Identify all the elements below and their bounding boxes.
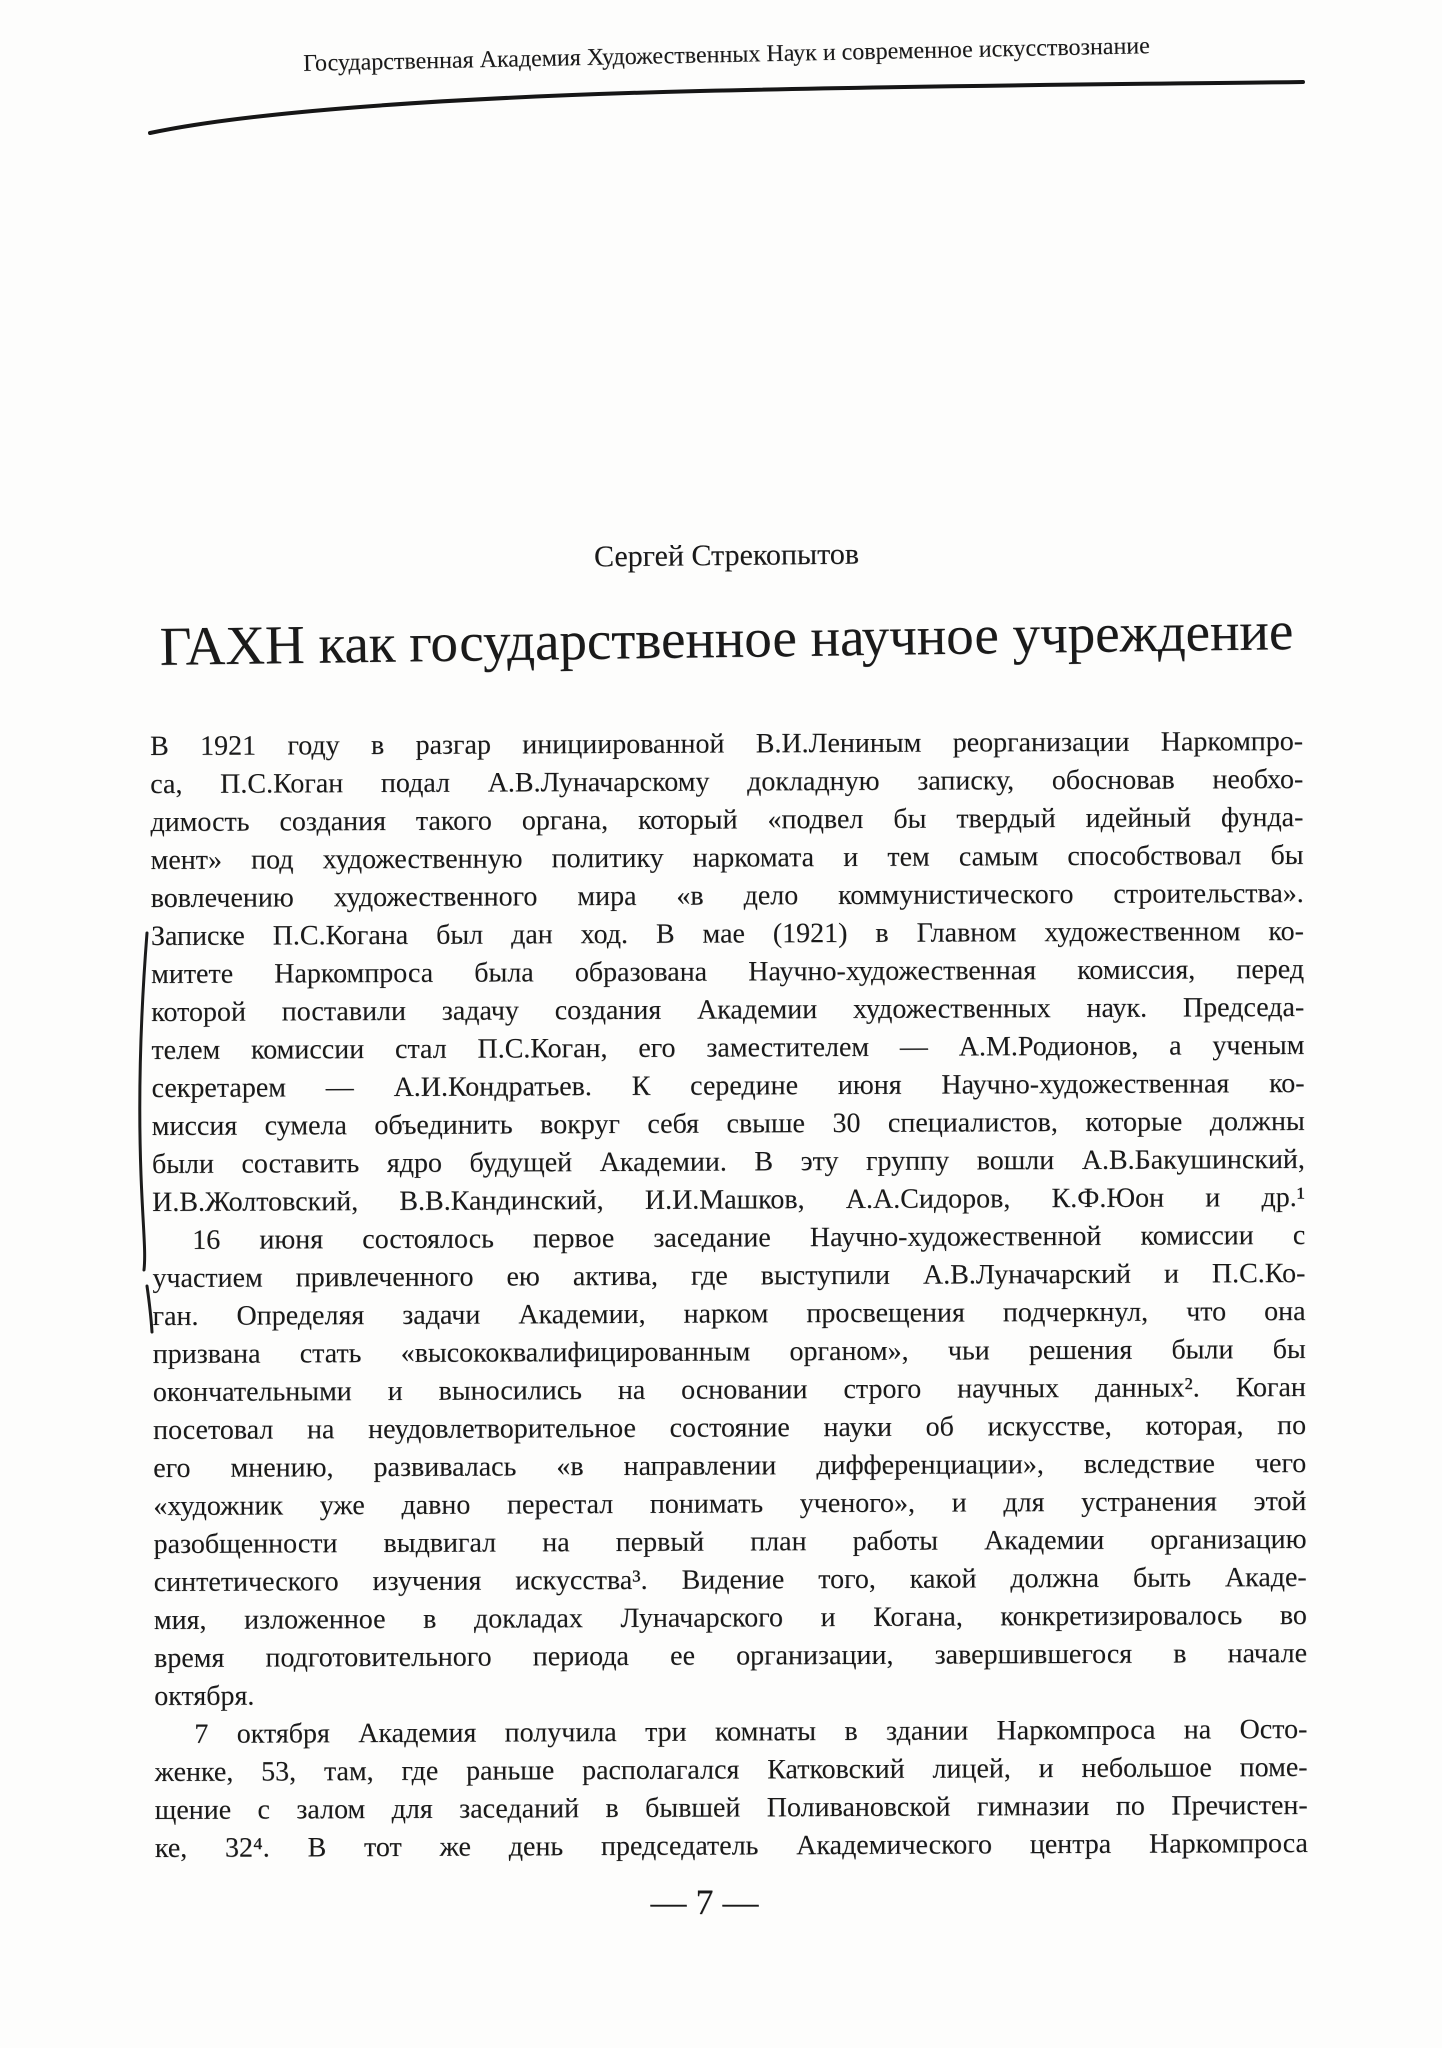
body-line: секретарем — А.И.Кондратьев. К середине июня Научно-художественная ко- bbox=[151, 1067, 1305, 1104]
body-line: были составить ядро будущей Академии. В эту группу вошли А.В.Бакушинский, bbox=[151, 1143, 1305, 1180]
body-line: мент» под художественную политику наркомата и тем самым способствовал бы bbox=[150, 839, 1304, 876]
body-line: женке, 53, там, где раньше располагался Катковский лицей, и небольшое поме- bbox=[154, 1751, 1308, 1788]
body-line: которой поставили задачу создания Академии художественных наук. Председа- bbox=[151, 991, 1305, 1028]
body-line: участием привлеченного ею актива, где выступили А.В.Луначарский и П.С.Ко- bbox=[152, 1257, 1306, 1294]
page-number: — 7 — bbox=[650, 1882, 759, 1922]
article-body bbox=[150, 723, 1308, 1868]
body-line: синтетического изучения искусства³. Видение того, какой должна быть Акаде- bbox=[153, 1561, 1307, 1598]
body-line: призвана стать «высококвалифицированным органом», чьи решения были бы bbox=[152, 1333, 1306, 1370]
body-line: октября. bbox=[154, 1680, 255, 1712]
body-line: 7 октября Академия получила три комнаты в здании Наркомпроса на Осто- bbox=[194, 1713, 1308, 1750]
body-line: миссия сумела объединить вокруг себя свыше 30 специалистов, которые должны bbox=[151, 1105, 1305, 1142]
article-title: ГАХН как государственное научное учреждение bbox=[159, 600, 1294, 677]
author-name: Сергей Стрекопытов bbox=[593, 537, 860, 574]
body-line: митете Наркомпроса была образована Научно-художественная комиссия, перед bbox=[151, 953, 1305, 990]
body-line: Записке П.С.Когана был дан ход. В мае (1921) в Главном художественном ко- bbox=[150, 915, 1304, 952]
body-line: 16 июня состоялось первое заседание Научно-художественной комиссии с bbox=[192, 1219, 1306, 1256]
body-line: В 1921 году в разгар инициированной В.И.Лениным реорганизации Наркомпро- bbox=[150, 725, 1304, 762]
body-line: мия, изложенное в докладах Луначарского и Когана, конкретизировалось во bbox=[153, 1599, 1307, 1636]
body-line: са, П.С.Коган подал А.В.Луначарскому докладную записку, обосновав необхо- bbox=[150, 763, 1304, 800]
running-header: Государственная Академия Художественных Наук и современное искусствознание bbox=[302, 33, 1151, 77]
body-line: вовлечению художественного мира «в дело коммунистического строительства». bbox=[150, 877, 1304, 914]
body-line: телем комиссии стал П.С.Коган, его заместителем — А.М.Родионов, а ученым bbox=[151, 1029, 1305, 1066]
body-line: ган. Определяя задачи Академии, нарком просвещения подчеркнул, что она bbox=[152, 1295, 1306, 1332]
body-line: щение с залом для заседаний в бывшей Поливановской гимназии по Пречистен- bbox=[154, 1789, 1308, 1826]
body-line: «художник уже давно перестал понимать ученого», и для устранения этой bbox=[153, 1485, 1307, 1522]
body-line: разобщенности выдвигал на первый план работы Академии организацию bbox=[153, 1523, 1307, 1560]
body-line: И.В.Жолтовский, В.В.Кандинский, И.И.Машков, А.А.Сидоров, К.Ф.Юон и др.¹ bbox=[152, 1181, 1306, 1218]
body-line: его мнению, развивалась «в направлении дифференциации», вследствие чего bbox=[153, 1447, 1307, 1484]
body-line: димость создания такого органа, который «подвел бы твердый идейный фунда- bbox=[150, 801, 1304, 838]
body-line: посетовал на неудовлетворительное состояние науки об искусстве, которая, по bbox=[152, 1409, 1307, 1446]
body-line: время подготовительного периода ее организации, завершившегося в начале bbox=[153, 1637, 1308, 1674]
body-line: ке, 32⁴. В тот же день председатель Академического центра Наркомпроса bbox=[154, 1827, 1308, 1864]
body-line: окончательными и выносились на основании строго научных данных². Коган bbox=[152, 1371, 1306, 1408]
header-rule bbox=[150, 82, 1303, 133]
